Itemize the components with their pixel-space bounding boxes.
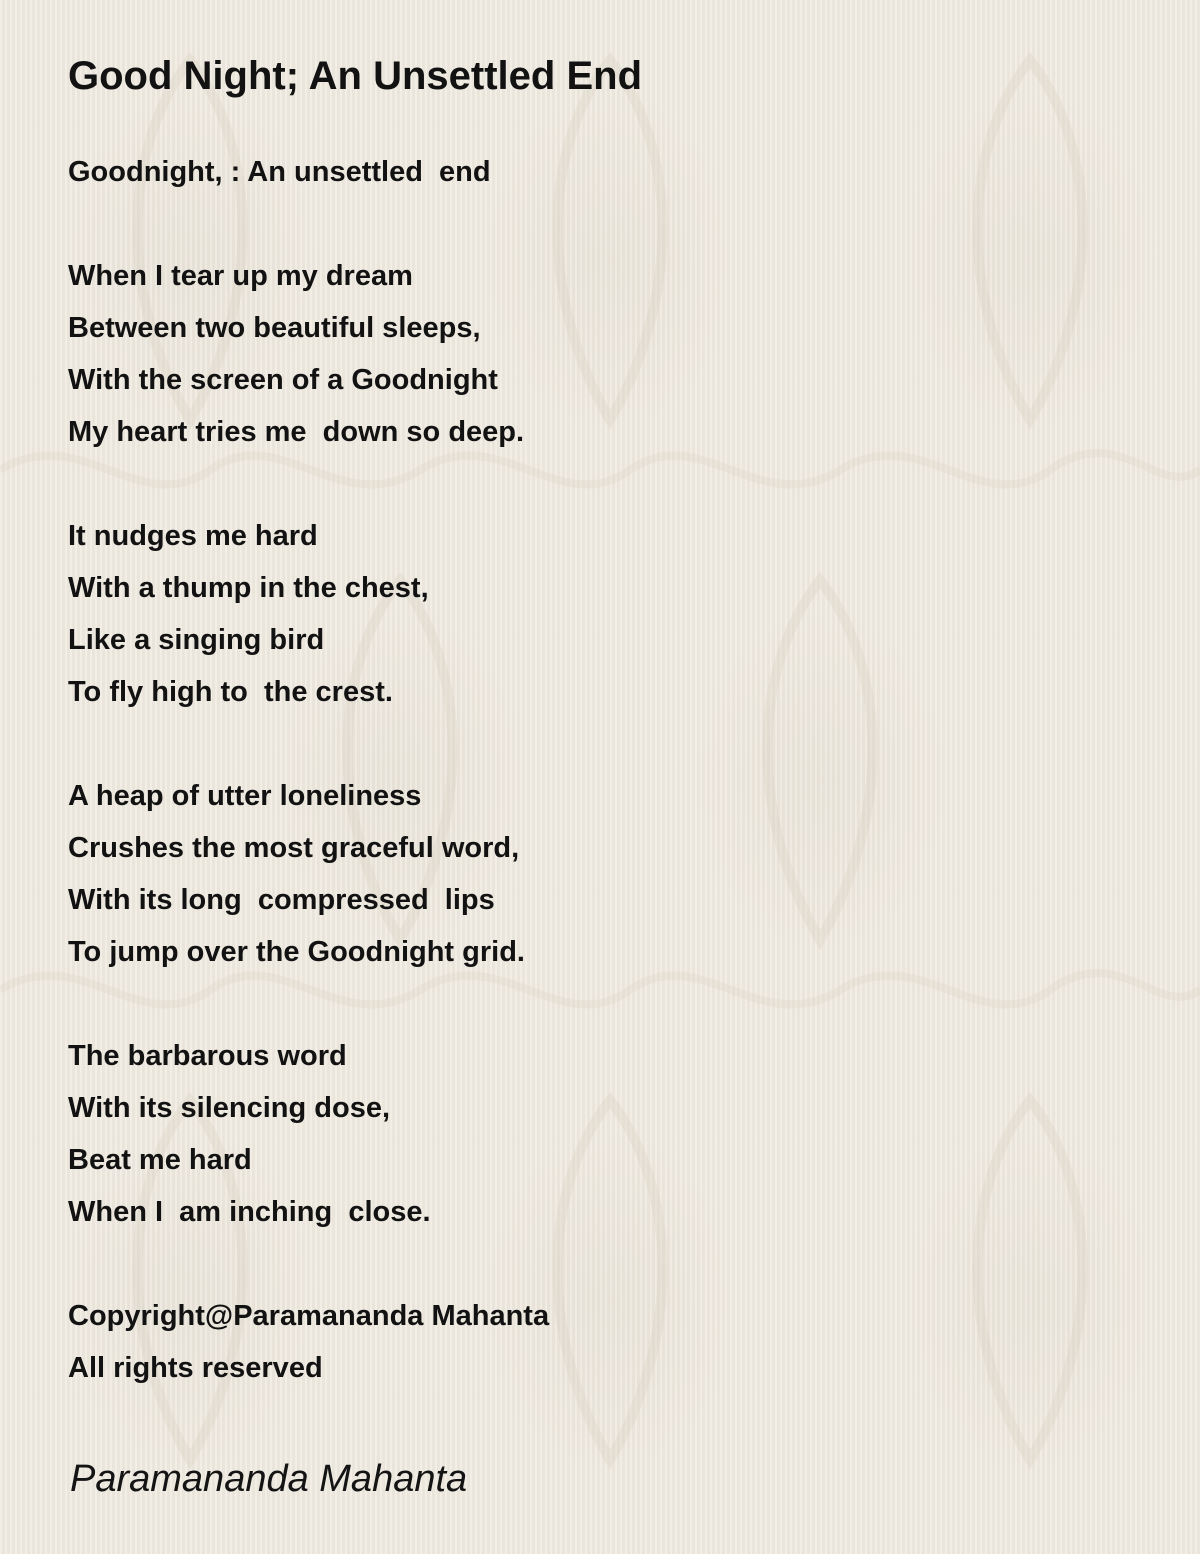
poem-title: Good Night; An Unsettled End (68, 54, 643, 98)
poem-line: It nudges me hard (68, 520, 318, 552)
poem-line: To fly high to the crest. (68, 676, 393, 708)
poem-line: When I am inching close. (68, 1196, 431, 1228)
poem-line: With the screen of a Goodnight (68, 364, 498, 396)
stanza-gap (68, 198, 1148, 250)
poem-page (68, 50, 1148, 1394)
author-name: Paramananda Mahanta (70, 1458, 468, 1500)
poem-line: The barbarous word (68, 1040, 347, 1072)
poem-subtitle: Goodnight, : An unsettled end (68, 156, 491, 188)
poem-line: My heart tries me down so deep. (68, 416, 525, 448)
stanza-gap (68, 718, 1148, 770)
stanza-2 (68, 510, 1148, 718)
poem-line: To jump over the Goodnight grid. (68, 936, 525, 968)
poem-line: With its silencing dose, (68, 1092, 391, 1124)
poem-line: Crushes the most graceful word, (68, 832, 520, 864)
copyright-line: Copyright@Paramananda Mahanta (68, 1300, 550, 1332)
poem-line: A heap of utter loneliness (68, 780, 422, 812)
rights-line: All rights reserved (68, 1352, 323, 1384)
poem-line: With its long compressed lips (68, 884, 495, 916)
poem-body (68, 146, 1148, 1394)
poem-line: Like a singing bird (68, 624, 325, 656)
poem-line: Beat me hard (68, 1144, 252, 1176)
stanza-gap (68, 458, 1148, 510)
stanza-gap (68, 1238, 1148, 1290)
poem-line: When I tear up my dream (68, 260, 413, 292)
stanza-3 (68, 770, 1148, 978)
poem-line: With a thump in the chest, (68, 572, 429, 604)
stanza-gap (68, 978, 1148, 1030)
copyright-block (68, 1290, 1148, 1394)
poem-line: Between two beautiful sleeps, (68, 312, 481, 344)
stanza-4 (68, 1030, 1148, 1238)
stanza-1 (68, 250, 1148, 458)
